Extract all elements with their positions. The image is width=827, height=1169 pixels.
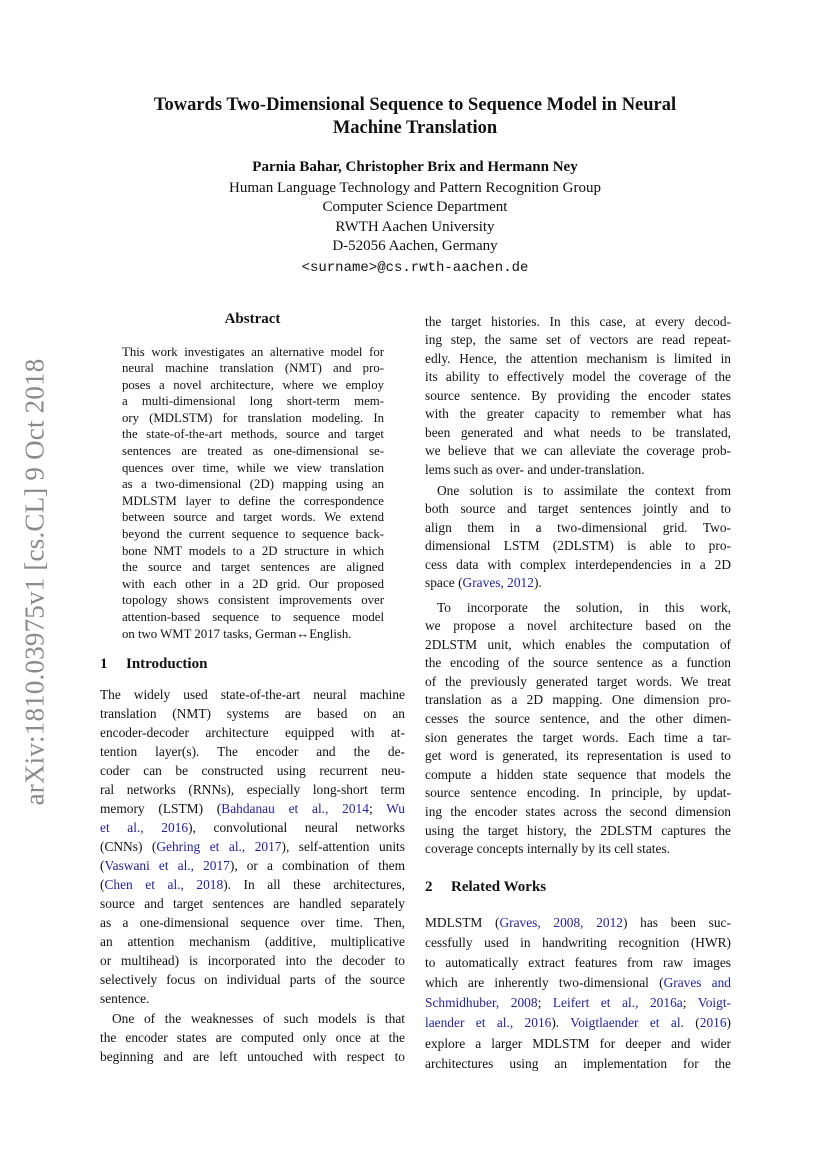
text-segment: architectures using an implementation for the xyxy=(425,1055,731,1071)
text-segment: the encoding of the source sentence as a function xyxy=(425,655,731,671)
section-number: 2 xyxy=(425,879,433,895)
text-segment: with the greater capacity to remember what has xyxy=(425,406,731,421)
text-line xyxy=(425,673,731,692)
text-line xyxy=(100,723,405,742)
text-segment: One solution is to assimilate the context from xyxy=(437,482,731,498)
text-line xyxy=(122,626,384,643)
authors: Parnia Bahar, Christopher Brix and Hermann Ney xyxy=(252,159,578,175)
text-segment: cessfully used in handwriting recognition (HWR) xyxy=(425,935,731,951)
text-line xyxy=(425,747,731,766)
text-line xyxy=(100,970,405,989)
text-line xyxy=(425,953,731,973)
text-segment: beyond the current sequence to sequence back- xyxy=(122,527,384,542)
citation-link[interactable]: Leifert et al., 2016a xyxy=(552,995,683,1011)
text-segment: ) has been suc- xyxy=(623,915,731,930)
text-segment: its ability to effectively model the coverage of the xyxy=(425,369,731,384)
text-line xyxy=(100,875,405,894)
text-segment: the target histories. In this case, at every decod- xyxy=(425,313,731,329)
text-segment: ). xyxy=(533,575,542,591)
intro-paragraph xyxy=(425,599,731,859)
text-line xyxy=(122,543,384,560)
text-line xyxy=(425,654,731,673)
citation-link[interactable]: Voigt- xyxy=(697,995,731,1011)
text-segment: ( xyxy=(683,1015,700,1031)
text-segment: translation as a 2D mapping. One dimension pro- xyxy=(425,692,731,708)
section-heading-introduction xyxy=(100,655,207,674)
text-segment: ( xyxy=(100,876,105,892)
text-segment: ( xyxy=(100,857,105,873)
text-segment: bone NMT models to a 2D structure in which xyxy=(122,543,384,558)
text-segment: source sentence encoding. In principle, by updat- xyxy=(425,785,731,801)
affiliation-line: RWTH Aachen University xyxy=(335,218,495,235)
text-line xyxy=(425,599,731,618)
text-line xyxy=(122,493,384,510)
text-segment: get word is generated, its representation is used to xyxy=(425,748,731,764)
text-segment: space ( xyxy=(425,575,463,591)
text-segment: neural machine translation (NMT) and pro- xyxy=(122,361,384,376)
citation-link[interactable]: Wu xyxy=(386,800,406,816)
text-line xyxy=(425,461,731,480)
intro-paragraph xyxy=(100,1009,405,1066)
text-line xyxy=(122,377,384,394)
text-line xyxy=(425,313,731,332)
title-line: Machine Translation xyxy=(332,118,498,138)
text-segment: ). In all these architectures, xyxy=(223,876,405,892)
text-segment: to automatically extract features from raw images xyxy=(425,955,731,971)
text-line xyxy=(425,519,731,538)
text-segment: MDLSTM ( xyxy=(425,915,500,930)
citation-link[interactable]: Schmidhuber, 2008 xyxy=(425,995,538,1011)
text-segment: To incorporate the solution, in this work, xyxy=(437,599,731,615)
text-line xyxy=(122,410,384,427)
text-segment: the state-of-the-art methods, source and target xyxy=(122,427,384,442)
text-segment: The widely used state-of-the-art neural machine xyxy=(100,686,405,702)
text-segment: using the target history, the 2DLSTM captures the xyxy=(425,822,731,838)
section-number: 1 xyxy=(100,656,108,672)
text-line xyxy=(425,482,731,501)
text-line xyxy=(425,710,731,729)
text-line xyxy=(425,691,731,710)
text-line xyxy=(122,476,384,493)
abstract-heading: Abstract xyxy=(224,311,281,327)
text-segment: 2DLSTM unit, which enables the computation of xyxy=(425,636,731,652)
text-segment: both source and target sentences jointly and to xyxy=(425,501,731,517)
text-line xyxy=(425,1013,731,1033)
text-segment: coverage concepts internally by its cell states. xyxy=(425,841,671,857)
text-line xyxy=(122,460,384,477)
text-line xyxy=(100,742,405,761)
text-line xyxy=(425,933,731,953)
text-line xyxy=(100,1047,405,1066)
text-segment: lems such as over- and under-translation. xyxy=(425,461,645,477)
section-title: Related Works xyxy=(451,879,547,895)
text-segment: ; xyxy=(368,800,387,816)
citation-link[interactable]: Graves and xyxy=(663,975,732,991)
text-line xyxy=(100,913,405,932)
text-line xyxy=(100,989,405,1008)
text-line xyxy=(425,500,731,519)
text-segment: ) xyxy=(726,1015,731,1031)
text-segment: ing step, the same set of vectors are read repeat- xyxy=(425,332,731,347)
text-segment: with each other in a 2D grid. Our proposed xyxy=(122,576,384,591)
text-segment: or multihead) is incorporated into the decoder to xyxy=(100,952,405,968)
arxiv-identifier: arXiv:1810.03975v1 [cs.CL] 9 Oct 2018 xyxy=(19,358,50,806)
text-segment: been generated and what needs to be translated, xyxy=(425,424,731,440)
citation-link[interactable]: laender et al., 2016 xyxy=(425,1015,552,1031)
text-line xyxy=(425,993,731,1013)
abstract-text xyxy=(122,344,384,643)
text-line xyxy=(425,913,731,933)
text-segment: ), convolutional neural networks xyxy=(188,819,405,835)
intro-paragraph xyxy=(425,482,731,594)
text-segment: explore a larger MDLSTM for deeper and wider xyxy=(425,1035,731,1051)
text-segment: ing the encoder states across the second dimension xyxy=(425,804,731,820)
text-line xyxy=(122,592,384,609)
text-segment: tention layer(s). The encoder and the de- xyxy=(100,743,405,759)
paper-title xyxy=(60,94,770,140)
text-line xyxy=(122,344,384,361)
related-works-paragraph xyxy=(425,913,731,1074)
text-segment: source and target sentences are handled separately xyxy=(100,895,405,911)
text-segment: ). xyxy=(551,1015,571,1031)
text-segment: source sentence. By providing the encoder states xyxy=(425,387,731,403)
affiliation-line: Human Language Technology and Pattern Recognition Group xyxy=(229,180,601,196)
text-segment: a multi-dimensional long short-term mem- xyxy=(122,394,384,409)
text-segment: compute a hidden state sequence that models the xyxy=(425,766,731,782)
text-line xyxy=(100,1028,405,1047)
text-segment: sentence. xyxy=(100,990,150,1006)
text-segment: ; xyxy=(682,995,698,1011)
text-line xyxy=(425,636,731,655)
text-segment: as a two-dimensional (2D) mapping using an xyxy=(122,477,384,492)
title-line: Towards Two-Dimensional Sequence to Sequence Model in Neural xyxy=(153,95,677,115)
text-segment: memory (LSTM) ( xyxy=(100,800,222,816)
text-line xyxy=(100,1009,405,1028)
citation-link[interactable]: Voigtlaender et al. xyxy=(570,1015,684,1031)
text-line xyxy=(425,1054,731,1074)
text-line xyxy=(425,766,731,785)
text-line xyxy=(425,368,731,387)
text-line xyxy=(100,761,405,780)
text-segment: an attention mechanism (additive, multiplicative xyxy=(100,933,405,949)
text-line xyxy=(425,973,731,993)
text-line xyxy=(425,537,731,556)
text-line xyxy=(122,559,384,576)
text-line xyxy=(425,729,731,748)
text-line xyxy=(425,350,731,369)
text-line xyxy=(100,951,405,970)
intro-paragraph xyxy=(425,313,731,480)
text-segment: ; xyxy=(537,995,553,1011)
text-segment: sentences are treated as one-dimensional se- xyxy=(122,444,384,459)
text-segment: One of the weaknesses of such models is that xyxy=(112,1011,405,1026)
text-line xyxy=(100,932,405,951)
text-segment: cess data with complex interdependencies in a 2D xyxy=(425,556,731,572)
text-segment: MDLSTM layer to define the correspondence xyxy=(122,493,384,508)
text-line xyxy=(122,393,384,410)
text-segment: ory (MDLSTM) for translation modeling. In xyxy=(122,410,384,425)
text-segment: the encoder states are computed only once at the xyxy=(100,1030,405,1045)
text-segment: poses a novel architecture, where we employ xyxy=(122,377,384,392)
text-segment: between source and target words. We extend xyxy=(122,510,384,525)
text-line xyxy=(100,818,405,837)
text-segment: encoder-decoder architecture equipped with at- xyxy=(100,724,405,740)
text-segment: quences over time, while we view translation xyxy=(122,460,384,475)
citation-link[interactable]: Vaswani et al., 2017 xyxy=(104,857,230,873)
text-segment: dimensional LSTM (2DLSTM) is able to pro- xyxy=(425,538,731,554)
text-line xyxy=(122,360,384,377)
text-line xyxy=(100,837,405,856)
affiliation xyxy=(60,179,770,257)
text-line xyxy=(425,442,731,461)
text-segment: align them in a two-dimensional grid. Two- xyxy=(425,519,731,535)
section-heading-related-works xyxy=(425,878,546,897)
text-line xyxy=(122,609,384,626)
text-segment: the source and target sentences are aligned xyxy=(122,560,384,575)
text-segment: cesses the source sentence, and the other dimen- xyxy=(425,711,731,727)
affiliation-line: Computer Science Department xyxy=(322,199,508,216)
text-line xyxy=(100,894,405,913)
text-segment: sion generates the target words. Each time a tar- xyxy=(425,729,731,745)
text-segment: coder can be constructed using recurrent neu- xyxy=(100,762,405,778)
text-segment: as a one-dimensional sequence over time. Then, xyxy=(100,914,405,930)
text-line xyxy=(100,856,405,875)
text-segment: we propose a novel architecture based on the xyxy=(425,618,731,634)
text-line xyxy=(425,556,731,575)
text-segment: ral networks (RNNs), especially long-short term xyxy=(100,781,405,797)
text-line xyxy=(425,784,731,803)
text-line xyxy=(425,840,731,859)
affiliation-line: D-52056 Aachen, Germany xyxy=(332,238,498,255)
text-segment: ), or a combination of them xyxy=(229,857,405,873)
text-line xyxy=(122,443,384,460)
text-line xyxy=(425,617,731,636)
citation-link[interactable]: Gehring et al., 2017 xyxy=(156,838,282,854)
text-segment: (CNNs) ( xyxy=(100,838,157,854)
text-line xyxy=(100,780,405,799)
text-segment: edly. Hence, the attention mechanism is limited in xyxy=(425,350,731,366)
text-line xyxy=(425,405,731,424)
text-line xyxy=(100,704,405,723)
text-line xyxy=(425,574,731,593)
text-segment: we believe that we can alleviate the coverage prob- xyxy=(425,443,731,458)
text-line xyxy=(100,799,405,818)
text-segment: ), self-attention units xyxy=(281,838,405,854)
text-segment: beginning and are left untouched with respect to xyxy=(100,1049,405,1064)
citation-link[interactable]: Graves, 2008, 2012 xyxy=(499,915,623,930)
text-segment: of the previously generated target words. We treat xyxy=(425,673,731,689)
author-email: <surname>@cs.rwth-aachen.de xyxy=(301,260,529,276)
citation-link[interactable]: Graves, 2012 xyxy=(462,575,534,591)
text-segment: attention-based sequence to sequence model xyxy=(122,610,384,624)
text-segment: This work investigates an alternative model for xyxy=(122,344,384,359)
text-segment: on two WMT 2017 tasks, German↔English. xyxy=(122,626,352,641)
text-segment: selectively focus on individual parts of the source xyxy=(100,971,405,987)
text-segment: translation (NMT) systems are based on an xyxy=(100,705,405,721)
text-line xyxy=(425,803,731,822)
text-segment: which are inherently two-dimensional ( xyxy=(425,975,664,991)
text-line xyxy=(122,509,384,526)
citation-link[interactable]: Bahdanau et al., 2014 xyxy=(221,800,369,816)
text-line xyxy=(425,1034,731,1054)
text-line xyxy=(425,331,731,350)
intro-paragraph xyxy=(100,685,405,1008)
citation-link[interactable]: Chen et al., 2018 xyxy=(104,876,224,892)
text-line xyxy=(100,685,405,704)
text-line xyxy=(425,387,731,406)
text-segment: topology shows consistent improvements over xyxy=(122,593,384,608)
text-line xyxy=(425,822,731,841)
text-line xyxy=(122,426,384,443)
text-line xyxy=(122,576,384,593)
text-line xyxy=(122,526,384,543)
text-line xyxy=(425,424,731,443)
section-title: Introduction xyxy=(126,656,208,672)
citation-link[interactable]: et al., 2016 xyxy=(100,819,189,835)
citation-link[interactable]: 2016 xyxy=(699,1015,727,1031)
